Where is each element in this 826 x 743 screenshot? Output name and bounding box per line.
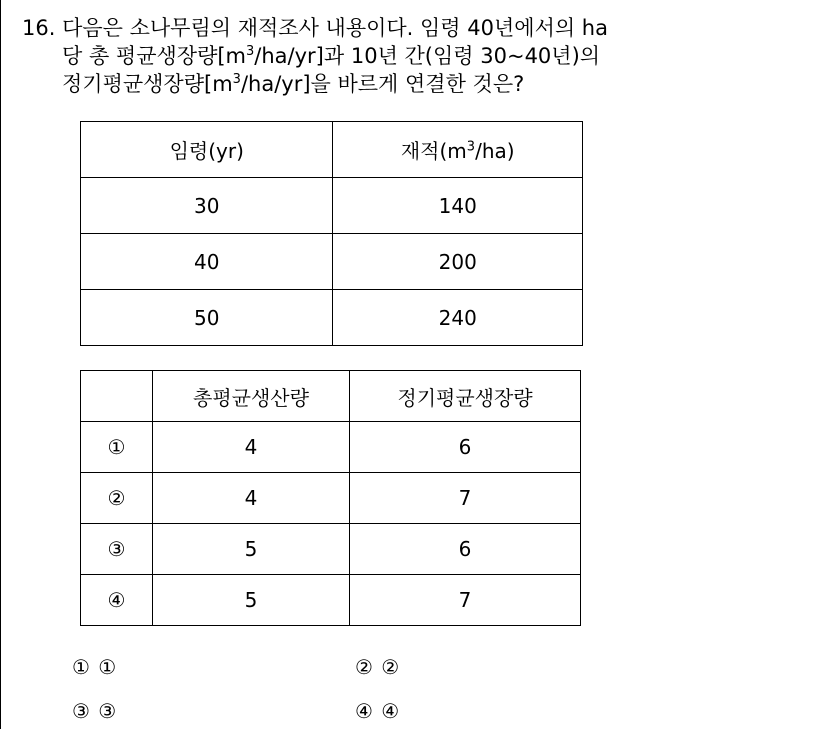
cell-age: 30 xyxy=(81,178,333,234)
cell-choice-number: ① xyxy=(81,422,153,473)
cell-age: 50 xyxy=(81,290,333,346)
table-row xyxy=(81,524,581,575)
question-line-3 xyxy=(22,70,812,98)
question-line-3-pre: 정기평균생장량[m xyxy=(62,72,233,96)
header-age: 임령(yr) xyxy=(81,122,333,178)
table-row xyxy=(81,178,583,234)
table-row xyxy=(81,234,583,290)
answer-option-4[interactable]: ④ ④ xyxy=(355,699,401,723)
cell-choice-number: ② xyxy=(81,473,153,524)
cell-volume: 200 xyxy=(333,234,583,290)
cell-pai: 7 xyxy=(350,473,581,524)
table-row xyxy=(81,290,583,346)
question-line-1: 16. 다음은 소나무림의 재적조사 내용이다. 임령 40년에서의 ha xyxy=(22,16,608,40)
answer-row xyxy=(72,699,772,743)
answer-row xyxy=(72,655,772,699)
answer-option-3[interactable]: ③ ③ xyxy=(72,699,118,723)
cell-pai: 6 xyxy=(350,422,581,473)
header-volume-pre: 재적(m xyxy=(400,139,467,163)
table-row xyxy=(81,473,581,524)
cell-pai: 6 xyxy=(350,524,581,575)
cell-pai: 7 xyxy=(350,575,581,626)
answer-option-2[interactable]: ② ② xyxy=(355,655,401,679)
question-line-2 xyxy=(22,42,812,70)
choice-table xyxy=(80,370,581,626)
cell-age: 40 xyxy=(81,234,333,290)
answer-option-1[interactable]: ① ① xyxy=(72,655,118,679)
header-pai: 정기평균생장량 xyxy=(350,371,581,422)
header-volume xyxy=(333,122,583,178)
cell-mai: 5 xyxy=(153,524,350,575)
cell-mai: 4 xyxy=(153,422,350,473)
cell-choice-number: ④ xyxy=(81,575,153,626)
header-volume-post: /ha) xyxy=(475,139,515,163)
header-blank xyxy=(81,371,153,422)
table-row xyxy=(81,422,581,473)
table-header-row xyxy=(81,122,583,178)
question-line-3-sup: 3 xyxy=(232,72,241,87)
question-text xyxy=(22,14,812,98)
cell-choice-number: ③ xyxy=(81,524,153,575)
answer-options xyxy=(72,655,772,743)
cell-mai: 4 xyxy=(153,473,350,524)
cell-mai: 5 xyxy=(153,575,350,626)
table-row xyxy=(81,575,581,626)
question-line-3-post: /ha/yr]을 바르게 연결한 것은? xyxy=(240,72,525,96)
page-left-border xyxy=(0,0,1,729)
header-mai: 총평균생산량 xyxy=(153,371,350,422)
question-line-2-pre: 당 총 평균생장량[m xyxy=(62,44,247,68)
table-header-row xyxy=(81,371,581,422)
cell-volume: 240 xyxy=(333,290,583,346)
question-line-2-sup: 3 xyxy=(246,44,255,59)
cell-volume: 140 xyxy=(333,178,583,234)
header-volume-sup: 3 xyxy=(466,139,476,155)
question-line-2-post: /ha/yr]과 10년 간(임령 30~40년)의 xyxy=(254,44,601,68)
volume-data-table xyxy=(80,121,583,346)
